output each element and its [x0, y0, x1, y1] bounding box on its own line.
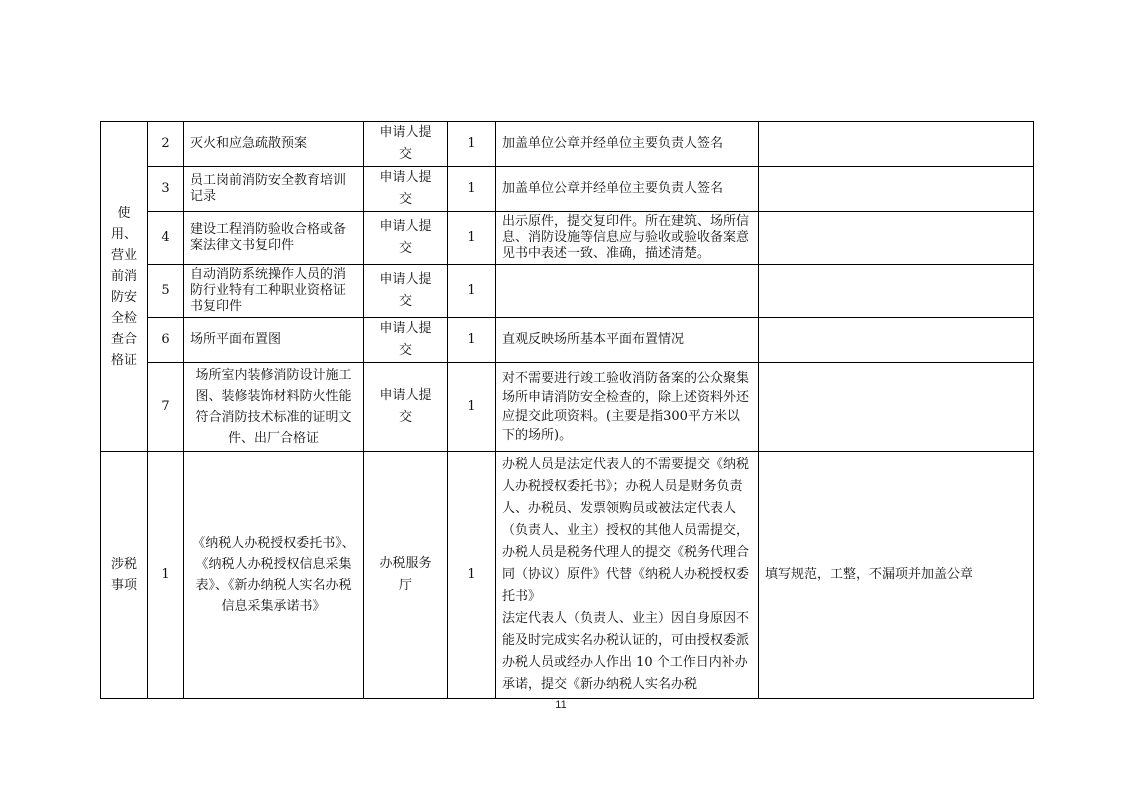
- category-text: 涉税: [110, 557, 137, 572]
- material-name: 《纳税人办税授权委托书》、《纳税人办税授权信息采集表》、《新办纳税人实名办税信息采集承诺书》: [184, 452, 364, 699]
- page-number: 11: [555, 699, 567, 711]
- category-cell-use-inspection: [101, 122, 148, 452]
- category-text: 事项: [110, 578, 137, 593]
- row-number: 3: [148, 167, 184, 212]
- copy-count: 1: [448, 318, 496, 363]
- submitter-text: 交: [398, 343, 412, 358]
- material-name: 场所室内装修消防设计施工图、装修装饰材料防火性能符合消防技术标准的证明文件、出厂合格证: [184, 363, 364, 452]
- submitter-cell: [364, 122, 448, 167]
- submitter-text: 申请人提: [379, 125, 432, 140]
- copy-count: 1: [448, 212, 496, 265]
- note-cell: [759, 318, 1034, 363]
- requirement-text: 加盖单位公章并经单位主要负责人签名: [496, 122, 759, 167]
- submitter-text: 办税服务: [379, 556, 432, 571]
- material-name: 员工岗前消防安全教育培训记录: [184, 167, 364, 212]
- requirement-text: 加盖单位公章并经单位主要负责人签名: [496, 167, 759, 212]
- table-row: [101, 265, 1034, 318]
- category-text: 查合: [110, 331, 137, 347]
- submitter-cell: [364, 318, 448, 363]
- requirement-cell-empty: [496, 265, 759, 318]
- material-name: 自动消防系统操作人员的消防行业特有工种职业资格证书复印件: [184, 265, 364, 318]
- category-text: 前消: [110, 268, 137, 284]
- row-number: 7: [148, 363, 184, 452]
- row-number: 4: [148, 212, 184, 265]
- submitter-cell: [364, 167, 448, 212]
- category-text: 防安: [110, 289, 137, 305]
- submitter-text: 申请人提: [379, 219, 432, 234]
- row-number: 6: [148, 318, 184, 363]
- table-row: [101, 363, 1034, 452]
- material-name: 建设工程消防验收合格或备案法律文书复印件: [184, 212, 364, 265]
- category-text: 用、: [110, 226, 137, 242]
- submitter-text: 厅: [398, 578, 412, 593]
- category-text: 格证: [110, 352, 137, 368]
- submitter-cell: [364, 363, 448, 452]
- submitter-cell: [364, 212, 448, 265]
- table-row: [101, 212, 1034, 265]
- category-text: 全检: [110, 310, 137, 326]
- copy-count: 1: [448, 122, 496, 167]
- submitter-text: 交: [398, 147, 412, 162]
- document-table: [100, 121, 1034, 699]
- row-number: 1: [148, 452, 184, 699]
- submitter-text: 申请人提: [379, 388, 432, 403]
- note-cell: [759, 167, 1034, 212]
- submitter-text: 交: [398, 241, 412, 256]
- submitter-text: 申请人提: [379, 321, 432, 336]
- submitter-text: 申请人提: [379, 272, 432, 287]
- submitter-text: 交: [398, 192, 412, 207]
- requirement-text: 出示原件，提交复印件。所在建筑、场所信息、消防设施等信息应与验收或验收备案意见书中表述一致、准确，描述清楚。: [496, 212, 759, 265]
- material-name: 场所平面布置图: [184, 318, 364, 363]
- row-number: 5: [148, 265, 184, 318]
- note-cell: [759, 363, 1034, 452]
- table-row: [101, 452, 1034, 699]
- submitter-text: 申请人提: [379, 170, 432, 185]
- note-cell: [759, 265, 1034, 318]
- note-cell: [759, 122, 1034, 167]
- requirement-cell: [496, 452, 759, 699]
- table-row: [101, 318, 1034, 363]
- submitter-cell: [364, 265, 448, 318]
- row-number: 2: [148, 122, 184, 167]
- copy-count: 1: [448, 452, 496, 699]
- submitter-text: 交: [398, 294, 412, 309]
- category-text: 使: [117, 205, 131, 221]
- material-name: 灭火和应急疏散预案: [184, 122, 364, 167]
- submitter-text: 交: [398, 410, 412, 425]
- table-row: [101, 122, 1034, 167]
- copy-count: 1: [448, 167, 496, 212]
- note-text: 填写规范，工整，不漏项并加盖公章: [759, 452, 1034, 699]
- category-text: 营业: [110, 247, 137, 263]
- copy-count: 1: [448, 363, 496, 452]
- copy-count: 1: [448, 265, 496, 318]
- requirement-text: 办税人员是法定代表人的不需要提交《纳税人办税授权委托书》；办税人员是财务负责人、办税员、发票领购员或被法定代表人（负责人、业主）授权的其他人员需提交，办税人员是税务代理人的提交《税务代理合同（协议）原件》代替《纳税人办税授权委托书》: [502, 457, 750, 604]
- submitter-cell: [364, 452, 448, 699]
- requirement-text: 直观反映场所基本平面布置情况: [496, 318, 759, 363]
- requirement-text: 法定代表人（负责人、业主）因自身原因不能及时完成实名办税认证的，可由授权委派办税人员或经办人作出 10 个工作日内补办承诺，提交《新办纳税人实名办税: [502, 611, 750, 692]
- requirement-text: 对不需要进行竣工验收消防备案的公众聚集场所申请消防安全检查的，除上述资料外还应提交此项资料。(主要是指300平方米以下的场所)。: [496, 363, 759, 452]
- note-cell: [759, 212, 1034, 265]
- table-row: [101, 167, 1034, 212]
- category-cell-tax: [101, 452, 148, 699]
